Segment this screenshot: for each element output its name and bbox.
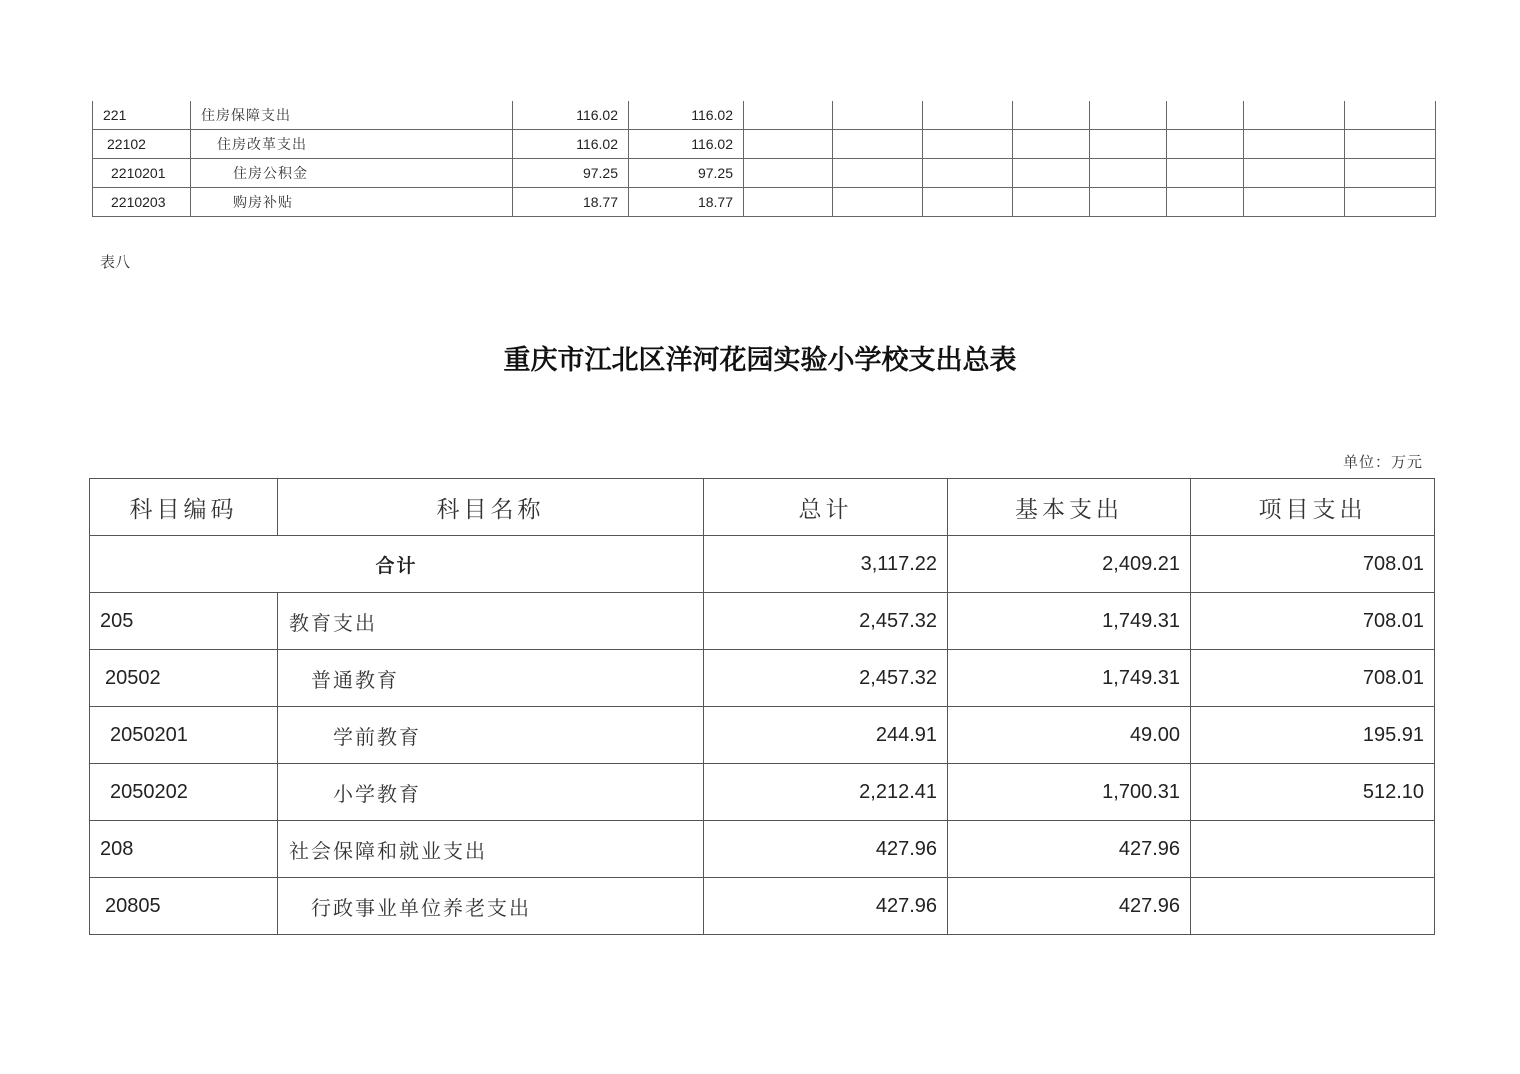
empty-cell (923, 101, 1013, 130)
total-amount: 18.77 (513, 188, 629, 217)
empty-cell (1090, 101, 1167, 130)
basic-amount: 427.96 (948, 878, 1191, 935)
project-amount: 512.10 (1191, 764, 1435, 821)
subject-code: 20502 (90, 650, 278, 707)
empty-cell (1244, 130, 1345, 159)
basic-amount: 49.00 (948, 707, 1191, 764)
previous-table-continuation (92, 101, 1436, 217)
basic-amount: 1,749.31 (948, 593, 1191, 650)
empty-cell (744, 130, 833, 159)
empty-cell (1345, 130, 1436, 159)
table-row (93, 159, 1436, 188)
empty-cell (1090, 130, 1167, 159)
subject-name: 教育支出 (278, 593, 704, 650)
table-row (90, 650, 1435, 707)
table-number-label: 表八 (100, 253, 131, 271)
total-amount: 116.02 (513, 130, 629, 159)
total-amount: 3,117.22 (704, 536, 948, 593)
empty-cell (1244, 159, 1345, 188)
total-amount: 97.25 (513, 159, 629, 188)
empty-cell (1167, 188, 1244, 217)
subject-code: 22102 (93, 130, 191, 159)
basic-amount: 427.96 (948, 821, 1191, 878)
empty-cell (744, 188, 833, 217)
total-amount: 244.91 (704, 707, 948, 764)
empty-cell (923, 159, 1013, 188)
total-label: 合计 (90, 536, 704, 593)
subject-name: 购房补贴 (191, 188, 513, 217)
header-total: 总计 (704, 479, 948, 536)
empty-cell (1345, 159, 1436, 188)
project-amount (1191, 878, 1435, 935)
subject-code: 2210201 (93, 159, 191, 188)
table-row (93, 101, 1436, 130)
subject-name: 社会保障和就业支出 (278, 821, 704, 878)
empty-cell (1244, 188, 1345, 217)
basic-amount: 116.02 (629, 101, 744, 130)
header-subject-code: 科目编码 (90, 479, 278, 536)
empty-cell (1345, 101, 1436, 130)
header-project-expenditure: 项目支出 (1191, 479, 1435, 536)
empty-cell (744, 159, 833, 188)
table-row (90, 707, 1435, 764)
subject-name: 住房保障支出 (191, 101, 513, 130)
table-row (90, 764, 1435, 821)
basic-amount: 1,700.31 (948, 764, 1191, 821)
subject-name: 学前教育 (278, 707, 704, 764)
total-amount: 427.96 (704, 821, 948, 878)
empty-cell (1013, 101, 1090, 130)
subject-code: 205 (90, 593, 278, 650)
basic-amount: 18.77 (629, 188, 744, 217)
basic-amount: 97.25 (629, 159, 744, 188)
total-amount: 116.02 (513, 101, 629, 130)
total-amount: 2,457.32 (704, 593, 948, 650)
subject-name: 小学教育 (278, 764, 704, 821)
subject-code: 20805 (90, 878, 278, 935)
page-title: 重庆市江北区洋河花园实验小学校支出总表 (503, 345, 1017, 376)
empty-cell (833, 188, 923, 217)
table-row (93, 188, 1436, 217)
project-amount: 708.01 (1191, 650, 1435, 707)
basic-amount: 116.02 (629, 130, 744, 159)
empty-cell (744, 101, 833, 130)
empty-cell (1090, 188, 1167, 217)
empty-cell (1090, 159, 1167, 188)
header-basic-expenditure: 基本支出 (948, 479, 1191, 536)
unit-label: 单位：万元 (1342, 453, 1423, 471)
table-row (93, 130, 1436, 159)
header-subject-name: 科目名称 (278, 479, 704, 536)
empty-cell (923, 130, 1013, 159)
subject-code: 2210203 (93, 188, 191, 217)
table-header-row (90, 479, 1435, 536)
empty-cell (1167, 101, 1244, 130)
total-row (90, 536, 1435, 593)
empty-cell (1167, 130, 1244, 159)
empty-cell (1013, 188, 1090, 217)
project-amount: 195.91 (1191, 707, 1435, 764)
total-project: 708.01 (1191, 536, 1435, 593)
subject-code: 221 (93, 101, 191, 130)
empty-cell (1013, 159, 1090, 188)
total-basic: 2,409.21 (948, 536, 1191, 593)
subject-name: 住房改革支出 (191, 130, 513, 159)
empty-cell (833, 159, 923, 188)
empty-cell (1345, 188, 1436, 217)
empty-cell (923, 188, 1013, 217)
expenditure-summary-table (89, 478, 1435, 935)
subject-name: 普通教育 (278, 650, 704, 707)
table-row (90, 593, 1435, 650)
subject-code: 2050201 (90, 707, 278, 764)
total-amount: 2,457.32 (704, 650, 948, 707)
empty-cell (1244, 101, 1345, 130)
empty-cell (1167, 159, 1244, 188)
project-amount (1191, 821, 1435, 878)
subject-name: 住房公积金 (191, 159, 513, 188)
subject-name: 行政事业单位养老支出 (278, 878, 704, 935)
basic-amount: 1,749.31 (948, 650, 1191, 707)
empty-cell (833, 130, 923, 159)
table-row (90, 821, 1435, 878)
subject-code: 2050202 (90, 764, 278, 821)
empty-cell (833, 101, 923, 130)
total-amount: 427.96 (704, 878, 948, 935)
total-amount: 2,212.41 (704, 764, 948, 821)
project-amount: 708.01 (1191, 593, 1435, 650)
empty-cell (1013, 130, 1090, 159)
subject-code: 208 (90, 821, 278, 878)
table-row (90, 878, 1435, 935)
